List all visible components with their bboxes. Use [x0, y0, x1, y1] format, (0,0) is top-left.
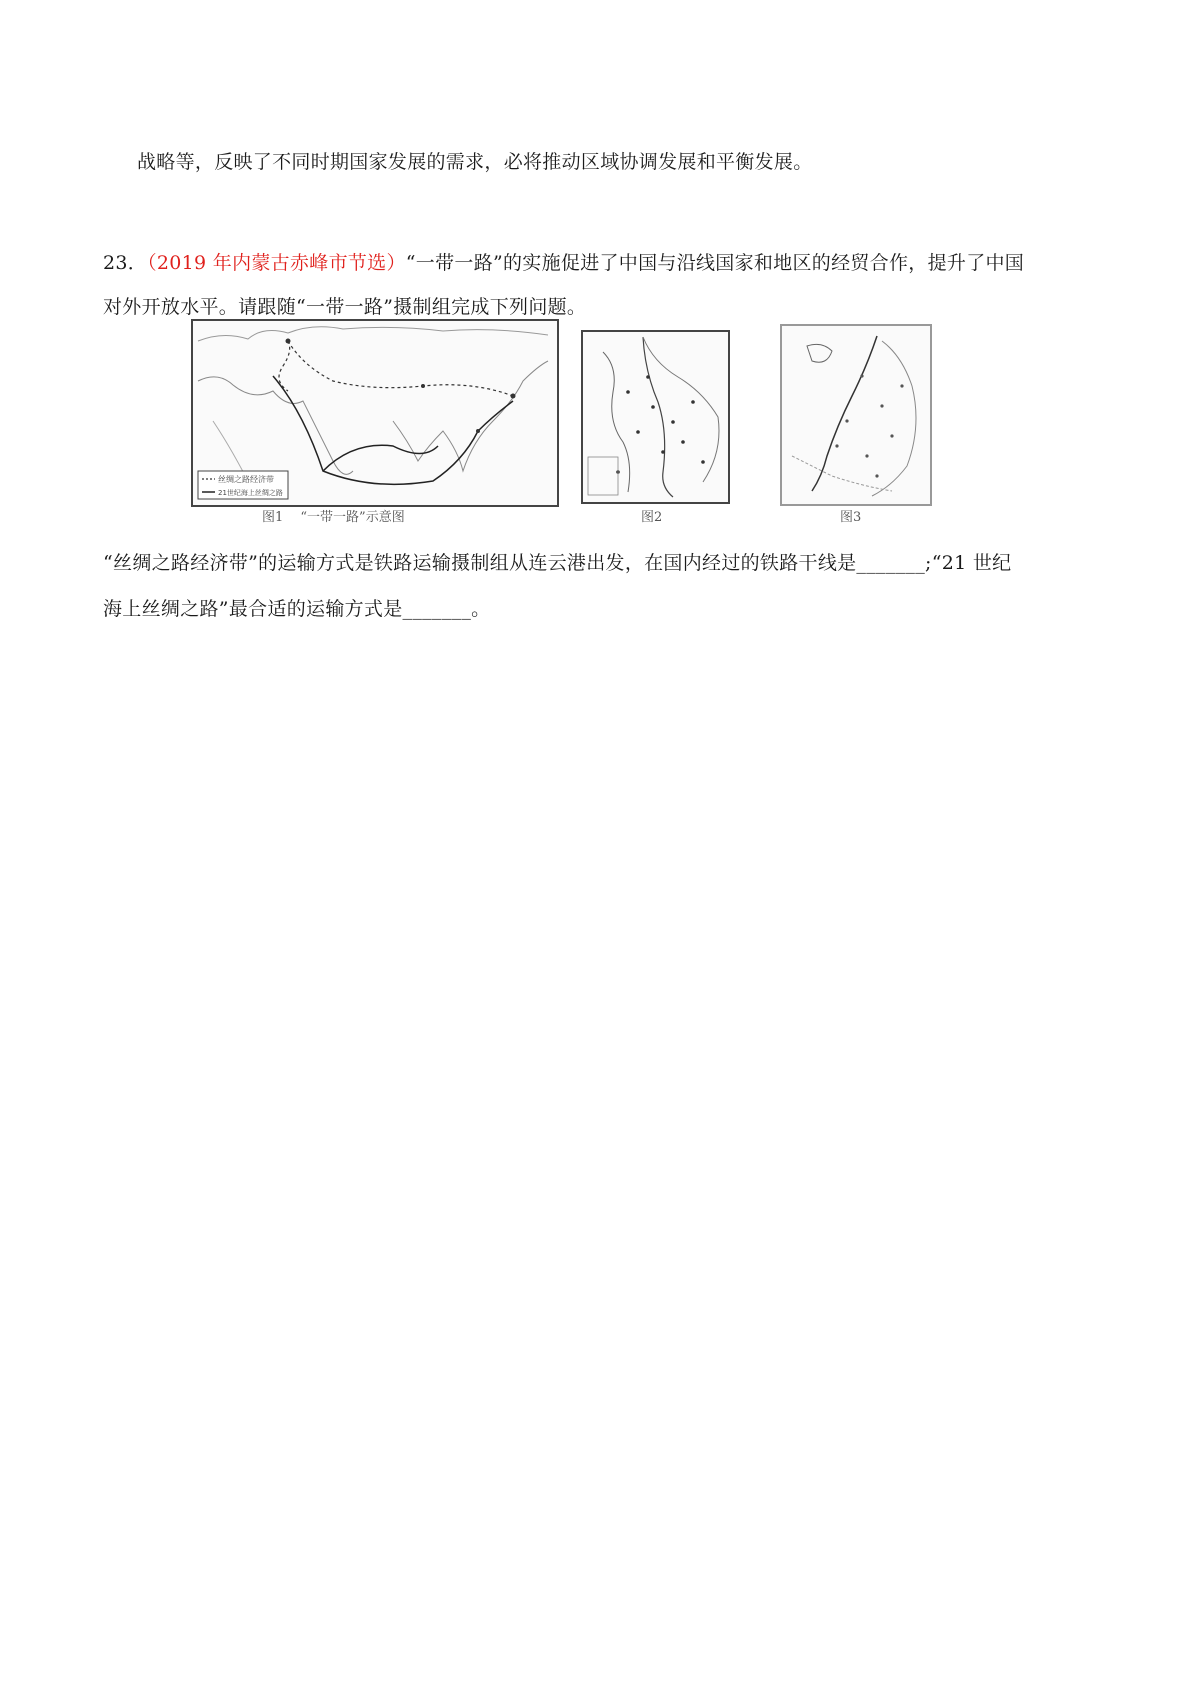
figure-1-caption: 图1 “一带一路”示意图	[262, 510, 405, 525]
legend-item-2: 21世纪海上丝绸之路	[218, 489, 283, 497]
figure-3-map	[780, 324, 932, 506]
figure-3-caption: 图3	[840, 510, 862, 525]
belt-road-map-graphic	[193, 321, 557, 505]
figure-1-map	[191, 319, 559, 507]
regional-map-graphic	[583, 332, 728, 502]
legend-item-1: 丝绸之路经济带	[218, 475, 274, 484]
figure-2-caption: 图2	[641, 510, 663, 525]
question-source: （2019 年内蒙古赤峰市节选）	[147, 252, 406, 274]
question-line-2: 对外开放水平。请跟随“一带一路”摄制组完成下列问题。	[103, 296, 587, 318]
question-stem-1: “一带一路”的实施促进了中国与沿线国家和地区的经贸合作，提升了中国	[405, 252, 1025, 274]
figure-2-map	[581, 330, 730, 504]
question-body-2: 海上丝绸之路”最合适的运输方式是_______。	[103, 598, 491, 620]
question-number: 23．	[103, 252, 148, 274]
intro-line: 战略等，反映了不同时期国家发展的需求，必将推动区域协调发展和平衡发展。	[137, 151, 813, 173]
question-line-1	[103, 249, 1024, 277]
europe-map-graphic	[782, 326, 930, 504]
question-body-1: “丝绸之路经济带”的运输方式是铁路运输摄制组从连云港出发，在国内经过的铁路干线是_______;“21 世纪	[103, 552, 1012, 574]
